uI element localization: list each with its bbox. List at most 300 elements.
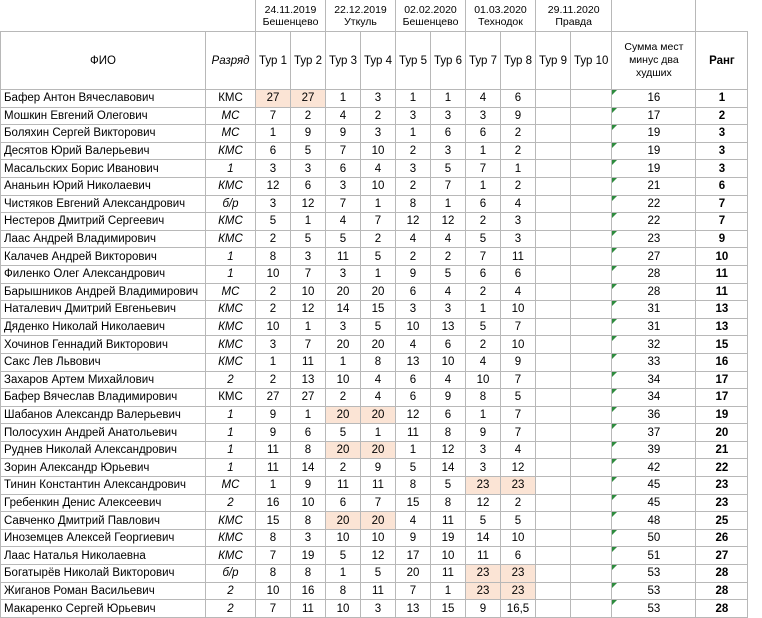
tour-place-empty: [571, 565, 612, 583]
tour-place: 8: [291, 512, 326, 530]
sum-cell: 34: [612, 371, 696, 389]
tour-place-empty: [536, 142, 571, 160]
tour-place: 4: [326, 213, 361, 231]
tour-place: 14: [466, 529, 501, 547]
participant-name: Десятов Юрий Валерьевич: [1, 142, 206, 160]
tour-place: 20: [326, 406, 361, 424]
place-cell: 6: [696, 177, 748, 195]
header-sum: Сумма мест минус два худших: [612, 32, 696, 90]
tour-place-empty: [571, 512, 612, 530]
sum-cell: 31: [612, 301, 696, 319]
tour-place-empty: [536, 529, 571, 547]
tour-place: 5: [326, 547, 361, 565]
tour-place: 20: [361, 336, 396, 354]
sum-cell: 53: [612, 565, 696, 583]
place-cell: 26: [696, 529, 748, 547]
table-row: [1, 90, 748, 108]
tour-place: 11: [256, 459, 291, 477]
tour-place: 2: [501, 125, 536, 143]
header-tour: Тур 9: [536, 32, 571, 90]
table-row: [1, 107, 748, 125]
tour-place: 3: [501, 213, 536, 231]
tour-place-empty: [571, 389, 612, 407]
tour-place: 15: [361, 301, 396, 319]
tour-place: 12: [396, 406, 431, 424]
tour-place: 7: [501, 318, 536, 336]
tour-place: 12: [256, 177, 291, 195]
tour-place: 3: [501, 230, 536, 248]
tour-place: 7: [256, 107, 291, 125]
sum-cell: 39: [612, 441, 696, 459]
tour-place-empty: [536, 441, 571, 459]
table-row: [1, 336, 748, 354]
tour-place: 20: [361, 441, 396, 459]
table-row: [1, 512, 748, 530]
tour-place: 15: [256, 512, 291, 530]
tour-place-empty: [536, 547, 571, 565]
tour-place: 2: [501, 494, 536, 512]
tour-place: 2: [501, 177, 536, 195]
tour-place-empty: [536, 353, 571, 371]
sum-cell: 45: [612, 477, 696, 495]
tour-place: 2: [396, 142, 431, 160]
tour-place: 11: [326, 248, 361, 266]
participant-name: Филенко Олег Александрович: [1, 265, 206, 283]
participant-name: Боляхин Сергей Викторович: [1, 125, 206, 143]
tour-place: 6: [291, 424, 326, 442]
tour-place: 4: [361, 389, 396, 407]
tour-place-empty: [571, 248, 612, 266]
participant-rank: МС: [206, 125, 256, 143]
place-cell: 23: [696, 494, 748, 512]
participant-rank: 2: [206, 371, 256, 389]
tour-place: 8: [256, 248, 291, 266]
date-cell: 22.12.2019 Уткуль: [326, 0, 396, 32]
tour-place: 8: [256, 529, 291, 547]
table-row: [1, 494, 748, 512]
sum-cell: 34: [612, 389, 696, 407]
tour-place: 2: [256, 283, 291, 301]
place-cell: 3: [696, 125, 748, 143]
tour-place-empty: [536, 600, 571, 618]
tour-place: 1: [361, 265, 396, 283]
tour-place: 1: [291, 213, 326, 231]
tour-place: 14: [326, 301, 361, 319]
place-cell: 16: [696, 353, 748, 371]
tour-place: 4: [396, 512, 431, 530]
header-tour: Тур 8: [501, 32, 536, 90]
place-cell: 28: [696, 565, 748, 583]
participant-name: Барышников Андрей Владимирович: [1, 283, 206, 301]
tour-place: 8: [361, 353, 396, 371]
date-cell: 02.02.2020 Бешенцево: [396, 0, 466, 32]
header-tour: Тур 7: [466, 32, 501, 90]
tour-place: 3: [361, 90, 396, 108]
header-tour: Тур 6: [431, 32, 466, 90]
place-cell: 25: [696, 512, 748, 530]
tour-place-empty: [536, 512, 571, 530]
tour-place: 11: [256, 441, 291, 459]
tour-place: 9: [361, 459, 396, 477]
tour-place-empty: [571, 406, 612, 424]
tour-place: 1: [466, 142, 501, 160]
tour-place: 3: [361, 125, 396, 143]
tour-place: 2: [466, 213, 501, 231]
tour-place: 2: [326, 459, 361, 477]
sum-cell: 32: [612, 336, 696, 354]
tour-place: 10: [326, 600, 361, 618]
participant-rank: 2: [206, 582, 256, 600]
tour-place: 23: [501, 582, 536, 600]
tour-place: 7: [501, 424, 536, 442]
tour-place: 3: [396, 301, 431, 319]
table-row: [1, 142, 748, 160]
tour-place: 15: [431, 600, 466, 618]
participant-name: Бафер Антон Вячеславович: [1, 90, 206, 108]
tour-place: 16: [256, 494, 291, 512]
tour-place-empty: [536, 177, 571, 195]
sum-cell: 48: [612, 512, 696, 530]
participant-rank: КМС: [206, 301, 256, 319]
tour-place-empty: [536, 265, 571, 283]
tour-place: 10: [501, 529, 536, 547]
participant-name: Гребенкин Денис Алексеевич: [1, 494, 206, 512]
tour-place: 1: [466, 301, 501, 319]
tour-place: 6: [501, 90, 536, 108]
tour-place-empty: [571, 529, 612, 547]
sum-cell: 16: [612, 90, 696, 108]
tour-place: 8: [431, 424, 466, 442]
tour-place-empty: [536, 248, 571, 266]
tour-place-empty: [571, 301, 612, 319]
tour-place: 9: [396, 529, 431, 547]
tour-place: 11: [291, 353, 326, 371]
tour-place: 5: [466, 230, 501, 248]
tour-place: 2: [256, 301, 291, 319]
tour-place-empty: [571, 371, 612, 389]
tour-place: 10: [431, 353, 466, 371]
place-cell: 9: [696, 230, 748, 248]
tour-place: 1: [396, 125, 431, 143]
tour-place: 9: [431, 389, 466, 407]
tour-place: 10: [361, 177, 396, 195]
tour-place: 4: [396, 230, 431, 248]
tour-place: 19: [291, 547, 326, 565]
tour-place-empty: [536, 301, 571, 319]
tour-place: 3: [431, 301, 466, 319]
table-row: [1, 177, 748, 195]
tour-place: 5: [431, 477, 466, 495]
table-row: [1, 582, 748, 600]
place-cell: 1: [696, 90, 748, 108]
tour-place: 9: [326, 125, 361, 143]
place-cell: 2: [696, 107, 748, 125]
tour-place: 4: [466, 90, 501, 108]
participant-rank: КМС: [206, 318, 256, 336]
tour-place: 1: [326, 90, 361, 108]
tour-place-empty: [571, 547, 612, 565]
tour-place: 17: [396, 547, 431, 565]
tour-place-empty: [536, 371, 571, 389]
sum-cell: 19: [612, 160, 696, 178]
tour-place: 3: [466, 107, 501, 125]
sum-cell: 19: [612, 125, 696, 143]
tour-place: 6: [466, 195, 501, 213]
participant-name: Богатырёв Николай Викторович: [1, 565, 206, 583]
participant-rank: 1: [206, 265, 256, 283]
tour-place: 2: [396, 248, 431, 266]
tour-place: 23: [466, 582, 501, 600]
table-row: [1, 389, 748, 407]
participant-rank: КМС: [206, 353, 256, 371]
tour-place: 10: [326, 371, 361, 389]
sum-cell: 45: [612, 494, 696, 512]
tour-place-empty: [536, 213, 571, 231]
tour-place: 12: [361, 547, 396, 565]
sum-cell: 27: [612, 248, 696, 266]
tour-place: 13: [396, 600, 431, 618]
tour-place-empty: [571, 90, 612, 108]
participant-rank: КМС: [206, 90, 256, 108]
place-cell: 28: [696, 582, 748, 600]
tour-place-empty: [571, 353, 612, 371]
place-cell: 15: [696, 336, 748, 354]
tour-place: 1: [431, 195, 466, 213]
tour-place: 4: [431, 230, 466, 248]
participant-rank: 1: [206, 248, 256, 266]
tour-place: 5: [361, 318, 396, 336]
header-tour: Тур 2: [291, 32, 326, 90]
table-row: [1, 160, 748, 178]
tour-place: 7: [501, 406, 536, 424]
table-row: [1, 459, 748, 477]
table-row: [1, 441, 748, 459]
tour-place: 6: [326, 160, 361, 178]
participant-name: Лаас Наталья Николаевна: [1, 547, 206, 565]
tour-place: 5: [431, 160, 466, 178]
place-cell: 23: [696, 477, 748, 495]
tour-place: 1: [256, 477, 291, 495]
participant-rank: б/р: [206, 565, 256, 583]
tour-place: 1: [501, 160, 536, 178]
tour-place: 1: [291, 406, 326, 424]
participant-name: Чистяков Евгений Александрович: [1, 195, 206, 213]
tour-place: 5: [501, 389, 536, 407]
tour-place-empty: [536, 160, 571, 178]
tour-place-empty: [536, 90, 571, 108]
tour-place: 10: [256, 582, 291, 600]
tour-place: 9: [396, 265, 431, 283]
tour-place: 8: [396, 195, 431, 213]
participant-rank: МС: [206, 477, 256, 495]
tour-place: 7: [396, 582, 431, 600]
tour-place: 11: [466, 547, 501, 565]
place-cell: 22: [696, 459, 748, 477]
tour-place: 3: [431, 142, 466, 160]
tour-place: 3: [326, 318, 361, 336]
header-tour: Тур 1: [256, 32, 291, 90]
table-row: [1, 248, 748, 266]
sum-cell: 36: [612, 406, 696, 424]
tour-place: 8: [431, 494, 466, 512]
participant-rank: МС: [206, 107, 256, 125]
tour-place: 27: [256, 90, 291, 108]
tour-place-empty: [536, 389, 571, 407]
date-cell: 01.03.2020 Технодок: [466, 0, 536, 32]
participant-name: Лаас Андрей Владимирович: [1, 230, 206, 248]
tour-place: 11: [291, 600, 326, 618]
tour-place: 2: [326, 389, 361, 407]
tour-place-empty: [571, 582, 612, 600]
tour-place: 14: [291, 459, 326, 477]
tour-place: 23: [501, 477, 536, 495]
tour-place: 6: [256, 142, 291, 160]
tour-place: 5: [466, 318, 501, 336]
tour-place: 5: [361, 248, 396, 266]
tour-place: 1: [291, 318, 326, 336]
date-cell: 24.11.2019 Бешенцево: [256, 0, 326, 32]
tour-place-empty: [536, 230, 571, 248]
tour-place: 4: [501, 441, 536, 459]
participant-rank: КМС: [206, 336, 256, 354]
tour-place-empty: [571, 177, 612, 195]
tour-place: 3: [256, 160, 291, 178]
tour-place-empty: [571, 125, 612, 143]
tour-place-empty: [536, 582, 571, 600]
tour-place: 8: [466, 389, 501, 407]
tour-place: 10: [256, 318, 291, 336]
tour-place: 2: [361, 230, 396, 248]
tour-place: 7: [466, 160, 501, 178]
table-row: [1, 600, 748, 618]
tour-place-empty: [536, 565, 571, 583]
participant-name: Руднев Николай Александрович: [1, 441, 206, 459]
tour-place-empty: [571, 213, 612, 231]
tour-place-empty: [536, 494, 571, 512]
participant-rank: 2: [206, 494, 256, 512]
sum-cell: 21: [612, 177, 696, 195]
participant-name: Макаренко Сергей Юрьевич: [1, 600, 206, 618]
tour-place-empty: [571, 265, 612, 283]
tour-place: 7: [291, 336, 326, 354]
tour-place-empty: [536, 336, 571, 354]
tour-place: 6: [396, 389, 431, 407]
tour-place: 13: [396, 353, 431, 371]
place-cell: 20: [696, 424, 748, 442]
sum-cell: 19: [612, 142, 696, 160]
tour-place: 4: [326, 107, 361, 125]
tour-place: 7: [291, 265, 326, 283]
participant-rank: 1: [206, 406, 256, 424]
tour-place-empty: [571, 600, 612, 618]
place-cell: 17: [696, 371, 748, 389]
participant-name: Шабанов Александр Валерьевич: [1, 406, 206, 424]
tour-place: 3: [256, 195, 291, 213]
tour-place-empty: [536, 477, 571, 495]
tour-place: 9: [291, 125, 326, 143]
participant-name: Нестеров Дмитрий Сергеевич: [1, 213, 206, 231]
tour-place: 10: [396, 318, 431, 336]
header-fio: ФИО: [1, 32, 206, 90]
participant-name: Масальских Борис Иванович: [1, 160, 206, 178]
blank-cell: [206, 0, 256, 32]
sum-cell: 51: [612, 547, 696, 565]
participant-name: Бафер Вячеслав Владимирович: [1, 389, 206, 407]
tour-place: 12: [291, 195, 326, 213]
tour-place: 3: [291, 529, 326, 547]
tour-place: 20: [326, 512, 361, 530]
tour-place: 5: [256, 213, 291, 231]
tour-place: 20: [396, 565, 431, 583]
table-row: [1, 529, 748, 547]
table-row: [1, 565, 748, 583]
tour-place: 13: [431, 318, 466, 336]
tour-place: 23: [466, 565, 501, 583]
tour-place: 23: [501, 565, 536, 583]
participant-rank: 1: [206, 441, 256, 459]
tour-place: 11: [431, 512, 466, 530]
participant-rank: КМС: [206, 230, 256, 248]
place-cell: 13: [696, 301, 748, 319]
header-tour: Тур 3: [326, 32, 361, 90]
sum-cell: 28: [612, 265, 696, 283]
tour-place: 4: [396, 336, 431, 354]
tour-place: 4: [361, 160, 396, 178]
sum-cell: 28: [612, 283, 696, 301]
tour-place: 10: [466, 371, 501, 389]
tour-place-empty: [571, 283, 612, 301]
tour-place: 10: [501, 301, 536, 319]
tour-place-empty: [536, 406, 571, 424]
tour-place: 9: [466, 600, 501, 618]
tour-place-empty: [571, 230, 612, 248]
tour-place: 10: [501, 336, 536, 354]
place-cell: 27: [696, 547, 748, 565]
participant-name: Зорин Александр Юрьевич: [1, 459, 206, 477]
participant-name: Жиганов Роман Васильевич: [1, 582, 206, 600]
tour-place: 1: [466, 177, 501, 195]
tour-place: 6: [466, 265, 501, 283]
tour-place: 1: [326, 565, 361, 583]
table-row: [1, 477, 748, 495]
tour-place: 5: [291, 230, 326, 248]
tour-place: 10: [256, 265, 291, 283]
tour-place: 3: [326, 265, 361, 283]
tour-place: 2: [396, 177, 431, 195]
tour-place: 16,5: [501, 600, 536, 618]
tour-place: 9: [256, 406, 291, 424]
header-rank: Разряд: [206, 32, 256, 90]
tour-place: 27: [291, 389, 326, 407]
tour-place-empty: [571, 424, 612, 442]
blank-cell: [696, 0, 748, 32]
tour-place: 7: [501, 371, 536, 389]
tour-place: 20: [326, 441, 361, 459]
tour-place: 3: [256, 336, 291, 354]
tour-place: 11: [501, 248, 536, 266]
tour-place: 11: [396, 424, 431, 442]
tour-place: 2: [256, 371, 291, 389]
tour-place: 20: [326, 283, 361, 301]
tour-place: 3: [466, 459, 501, 477]
tour-place: 27: [256, 389, 291, 407]
tour-place: 6: [501, 265, 536, 283]
tour-place: 6: [396, 371, 431, 389]
tour-place: 27: [291, 90, 326, 108]
header-tour: Тур 5: [396, 32, 431, 90]
tour-place: 14: [431, 459, 466, 477]
tour-place-empty: [536, 459, 571, 477]
